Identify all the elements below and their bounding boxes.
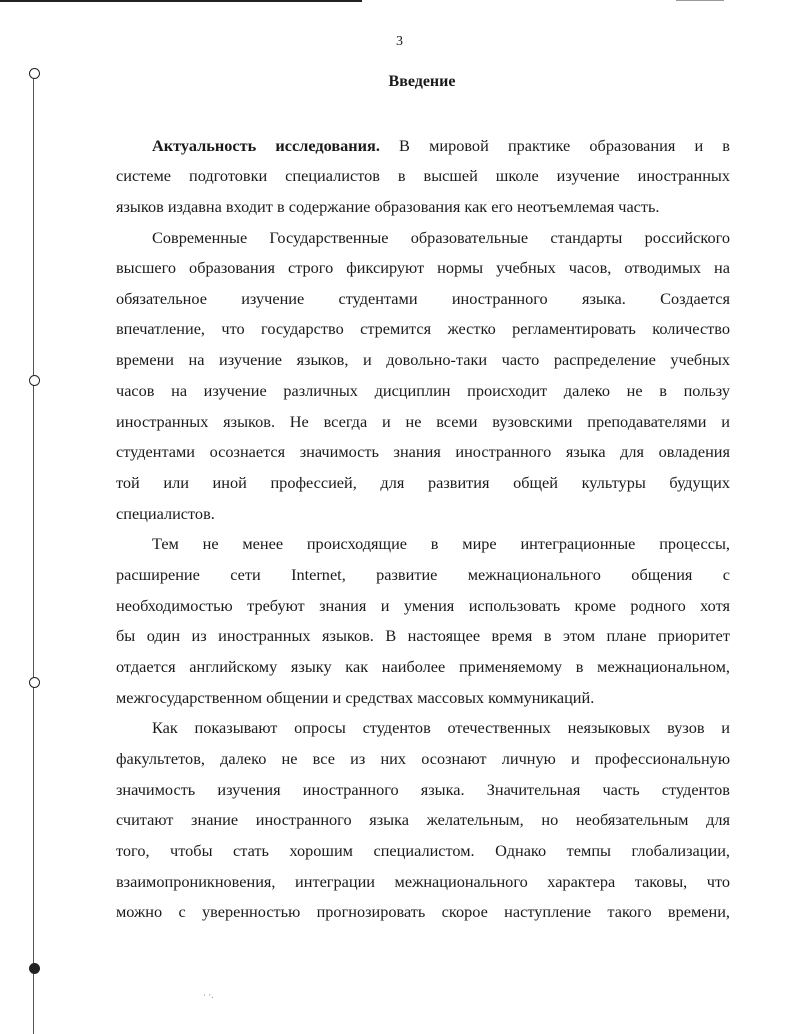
paragraph-line: той или иной профессией, для развития общей культуры будущих — [116, 473, 730, 492]
paragraph-line: того, чтобы стать хорошим специалистом. Однако темпы глобализации, — [116, 841, 730, 860]
paragraph-line: обязательное изучение студентами иностранного языка. Создается — [116, 289, 730, 308]
paragraph-line: Как показывают опросы студентов отечественных неязыковых вузов и — [152, 718, 730, 737]
paragraph-line: впечатление, что государство стремится жестко регламентировать количество — [116, 319, 730, 338]
lead-heading: Актуальность исследования. — [152, 136, 380, 155]
binding-margin-line — [33, 72, 34, 1034]
scan-speckles: · ·. — [203, 990, 214, 1000]
paragraph-line: необходимостью требуют знания и умения использовать кроме родного хотя — [116, 596, 730, 615]
paragraph-line: иностранных языков. Не всегда и не всеми вузовскими преподавателями и — [116, 412, 730, 431]
paragraph-line: студентами осознается значимость знания иностранного языка для овладения — [116, 442, 730, 461]
paragraph-line: значимость изучения иностранного языка. Значительная часть студентов — [116, 780, 730, 799]
page-title: Введение — [388, 73, 456, 90]
top-scan-rule — [0, 0, 362, 2]
paragraph-line: часов на изучение различных дисциплин происходит далеко не в пользу — [116, 381, 730, 400]
page-number: 3 — [396, 34, 403, 49]
paragraph-line: бы один из иностранных языков. В настоящее время в этом плане приоритет — [116, 626, 730, 645]
paragraph-line: считают знание иностранного языка желательным, но необязательным для — [116, 810, 730, 829]
paragraph-line: языков издавна входит в содержание образования как его неотъемлемая часть. — [116, 197, 660, 216]
binding-hole-icon — [29, 677, 40, 688]
paragraph-line: факультетов, далеко не все из них осознают личную и профессиональную — [116, 749, 730, 768]
binding-hole-icon — [29, 375, 40, 386]
paragraph-line: межгосударственном общении и средствах массовых коммуникаций. — [116, 688, 595, 707]
paragraph-line: высшего образования строго фиксируют нормы учебных часов, отводимых на — [116, 258, 730, 277]
paragraph-line: Тем не менее происходящие в мире интеграционные процессы, — [152, 534, 730, 553]
paragraph-line: Современные Государственные образовательные стандарты российского — [152, 228, 730, 247]
top-scan-rule-right — [676, 0, 724, 1]
paragraph-line: времени на изучение языков, и довольно-таки часто распределение учебных — [116, 350, 730, 369]
paragraph-line: можно с уверенностью прогнозировать скорое наступление такого времени, — [116, 902, 730, 921]
paragraph-line: специалистов. — [116, 504, 215, 523]
binding-hole-icon — [29, 963, 40, 974]
paragraph-line: расширение сети Internet, развитие межнационального общения с — [116, 565, 730, 584]
paragraph-line: отдается английскому языку как наиболее применяемому в межнациональном, — [116, 657, 730, 676]
paragraph-line: системе подготовки специалистов в высшей школе изучение иностранных — [116, 166, 730, 185]
paragraph-line: Актуальность исследования. В мировой практике образования и в — [152, 136, 730, 155]
paragraph-line: взаимопроникновения, интеграции межнационального характера таковы, что — [116, 872, 730, 891]
